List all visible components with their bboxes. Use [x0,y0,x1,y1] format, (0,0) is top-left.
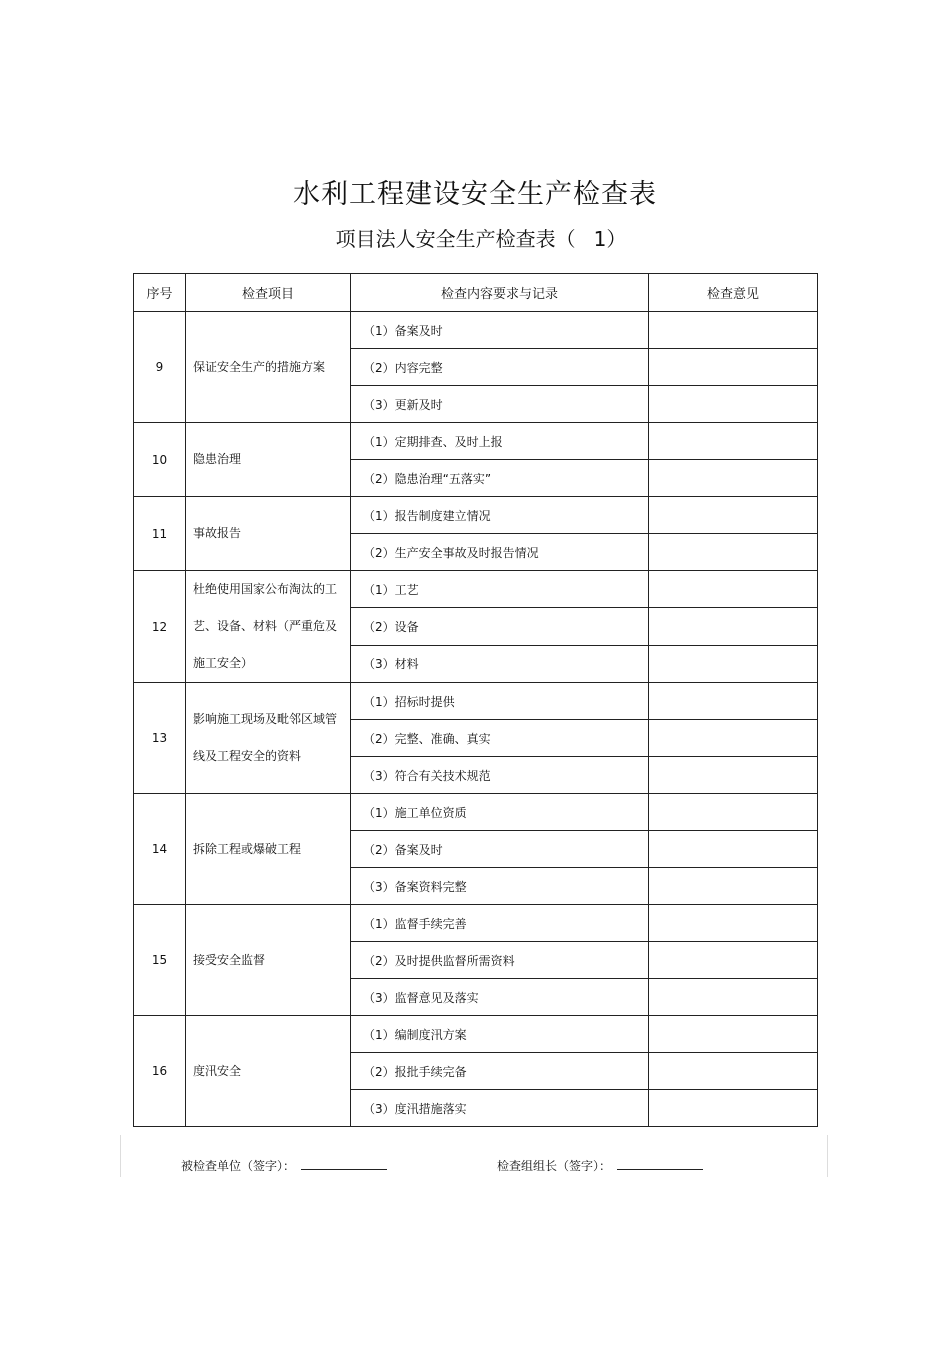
opinion-cell[interactable] [649,349,818,386]
opinion-cell[interactable] [649,1016,818,1053]
table-row [134,1016,818,1053]
table-row [134,905,818,942]
check-requirement: （2）生产安全事故及时报告情况 [351,534,649,571]
opinion-cell[interactable] [649,868,818,905]
opinion-cell[interactable] [649,683,818,720]
check-item: 杜绝使用国家公布淘汰的工艺、设备、材料（严重危及施工安全） [186,571,351,683]
item-number: 9 [134,312,186,423]
table-row [134,683,818,720]
table-row [134,794,818,831]
document-title: 水利工程建设安全生产检查表 [293,179,657,210]
header-no: 序号 [134,274,186,312]
check-item: 保证安全生产的措施方案 [186,312,351,423]
team-leader-signature [497,1157,703,1174]
table-row [134,312,818,349]
opinion-cell[interactable] [649,645,818,682]
table-row [134,423,818,460]
check-item: 隐患治理 [186,423,351,497]
opinion-cell[interactable] [649,1090,818,1127]
team-leader-label: 检查组组长（签字）： [497,1159,612,1173]
inspected-unit-signature-line[interactable] [301,1157,387,1170]
item-number: 13 [134,683,186,794]
check-requirement: （2）完整、准确、真实 [351,720,649,757]
check-requirement: （2）及时提供监督所需资料 [351,942,649,979]
table-row [134,497,818,534]
check-requirement: （3）度汛措施落实 [351,1090,649,1127]
check-item: 度汛安全 [186,1016,351,1127]
opinion-cell[interactable] [649,979,818,1016]
item-number: 11 [134,497,186,571]
opinion-cell[interactable] [649,534,818,571]
opinion-cell[interactable] [649,608,818,645]
check-item: 影响施工现场及毗邻区域管线及工程安全的资料 [186,683,351,794]
item-number: 15 [134,905,186,1016]
table-row [134,571,818,608]
header-item: 检查项目 [186,274,351,312]
opinion-cell[interactable] [649,1053,818,1090]
check-requirement: （1）施工单位资质 [351,794,649,831]
document-subtitle [0,223,950,252]
check-requirement: （1）定期排查、及时上报 [351,423,649,460]
table-header-row [134,274,818,312]
opinion-cell[interactable] [649,386,818,423]
check-requirement: （1）招标时提供 [351,683,649,720]
inspection-table [133,273,818,1127]
check-requirement: （2）设备 [351,608,649,645]
check-requirement: （2）内容完整 [351,349,649,386]
opinion-cell[interactable] [649,831,818,868]
opinion-cell[interactable] [649,905,818,942]
check-requirement: （2）备案及时 [351,831,649,868]
check-requirement: （3）材料 [351,645,649,682]
check-requirement: （3）备案资料完整 [351,868,649,905]
check-requirement: （1）监督手续完善 [351,905,649,942]
opinion-cell[interactable] [649,460,818,497]
opinion-cell[interactable] [649,794,818,831]
opinion-cell[interactable] [649,720,818,757]
item-number: 16 [134,1016,186,1127]
check-requirement: （1）编制度汛方案 [351,1016,649,1053]
check-requirement: （2）隐患治理“五落实” [351,460,649,497]
opinion-cell[interactable] [649,757,818,794]
header-opinion: 检查意见 [649,274,818,312]
inspected-unit-signature [181,1157,387,1174]
opinion-cell[interactable] [649,942,818,979]
inspected-unit-label: 被检查单位（签字）： [181,1159,296,1173]
item-number: 14 [134,794,186,905]
signature-footer [120,1135,828,1177]
check-item: 拆除工程或爆破工程 [186,794,351,905]
opinion-cell[interactable] [649,312,818,349]
table-body [134,312,818,1127]
check-item: 事故报告 [186,497,351,571]
check-requirement: （1）工艺 [351,571,649,608]
subtitle-number: 1） [593,227,627,251]
header-requirement: 检查内容要求与记录 [351,274,649,312]
check-requirement: （2）报批手续完备 [351,1053,649,1090]
check-requirement: （1）报告制度建立情况 [351,497,649,534]
check-requirement: （3）符合有关技术规范 [351,757,649,794]
opinion-cell[interactable] [649,423,818,460]
check-item: 接受安全监督 [186,905,351,1016]
team-leader-signature-line[interactable] [617,1157,703,1170]
check-requirement: （1）备案及时 [351,312,649,349]
check-requirement: （3）更新及时 [351,386,649,423]
opinion-cell[interactable] [649,497,818,534]
item-number: 10 [134,423,186,497]
item-number: 12 [134,571,186,683]
check-requirement: （3）监督意见及落实 [351,979,649,1016]
subtitle-text: 项目法人安全生产检查表（ [335,227,576,251]
opinion-cell[interactable] [649,571,818,608]
